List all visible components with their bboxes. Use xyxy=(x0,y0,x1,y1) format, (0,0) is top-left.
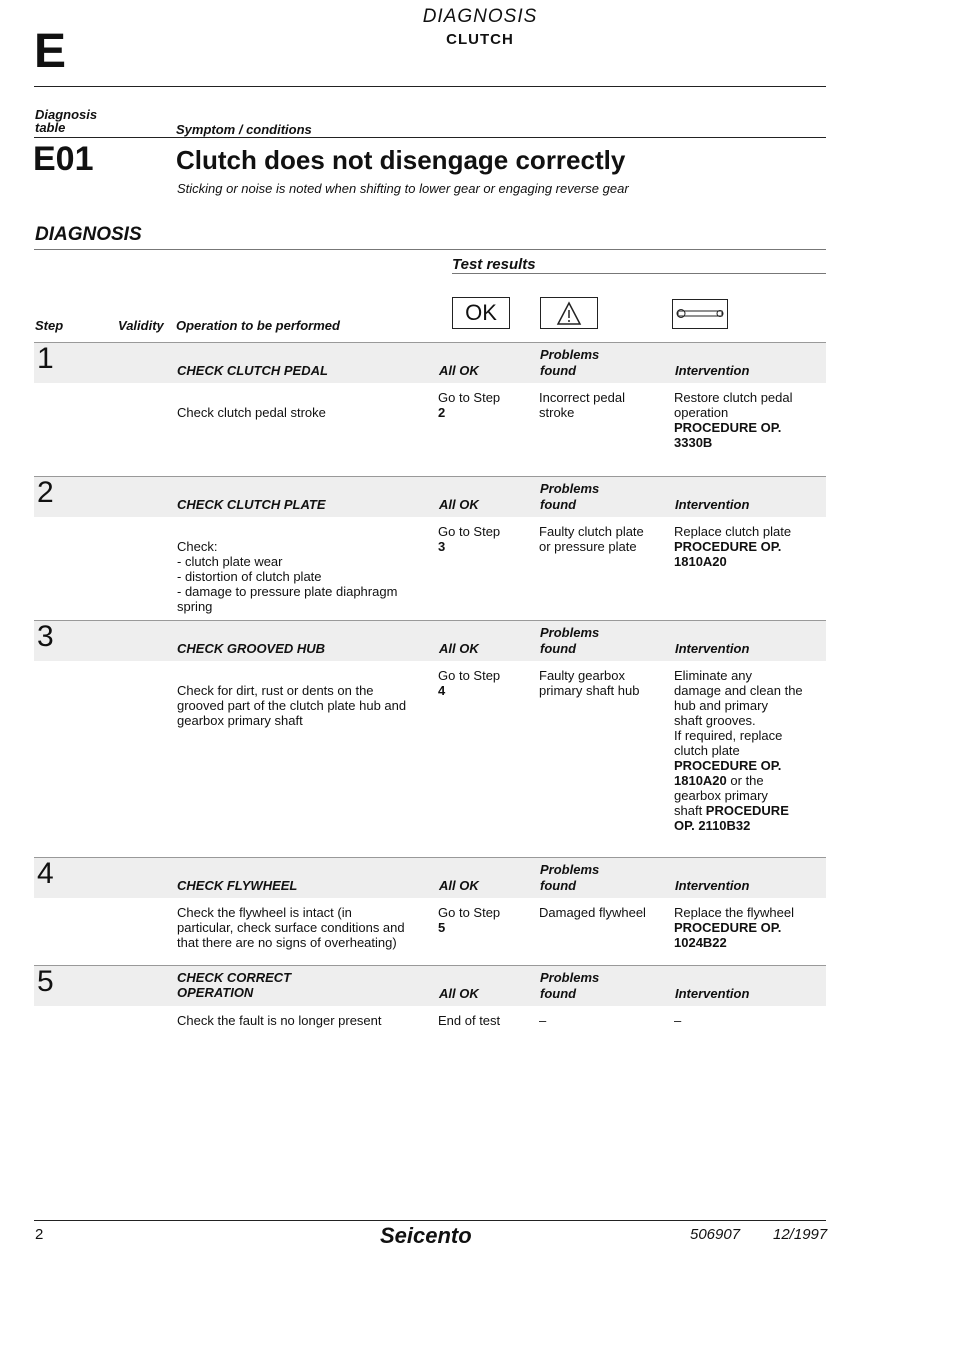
symptom-rule xyxy=(34,137,826,138)
intervention-line: operation xyxy=(674,405,729,420)
ok-step-number: 2 xyxy=(438,405,446,420)
intervention-label: Intervention xyxy=(675,497,750,512)
document-subtitle: CLUTCH xyxy=(446,31,514,48)
problems-label: Problems xyxy=(540,970,600,985)
intervention-line: clutch plate xyxy=(674,743,740,758)
problems-label: Problems xyxy=(540,347,600,362)
operation-line: particular, check surface conditions and xyxy=(177,920,405,935)
doc-number: 506907 xyxy=(690,1226,741,1243)
footer-rule xyxy=(34,1220,826,1221)
intervention-procedure: PROCEDURE xyxy=(705,803,789,818)
intervention-text: gearbox primary xyxy=(674,788,768,803)
operation-line: gearbox primary shaft xyxy=(177,713,303,728)
col-validity: Validity xyxy=(118,318,164,333)
found-label: found xyxy=(540,363,577,378)
problem-line: primary shaft hub xyxy=(539,683,640,698)
symptom-label: Symptom / conditions xyxy=(176,122,312,137)
operation-line: spring xyxy=(177,599,213,614)
found-label: found xyxy=(540,878,577,893)
intervention-line: damage and clean the xyxy=(674,683,803,698)
ok-step-number: 4 xyxy=(438,683,446,698)
all-ok-label: All OK xyxy=(439,641,479,656)
intervention-procedure: PROCEDURE OP. xyxy=(674,420,782,435)
test-results-rule xyxy=(452,273,826,274)
problem-line: or pressure plate xyxy=(539,539,637,554)
intervention-mixed-line xyxy=(674,773,824,788)
intervention-line: shaft grooves. xyxy=(674,713,756,728)
intervention-procedure: OP. 2110B32 xyxy=(674,818,751,833)
diagnosis-rule xyxy=(34,249,826,250)
intervention-line: Replace the flywheel xyxy=(674,905,794,920)
ok-icon xyxy=(452,297,510,329)
ok-action: End of test xyxy=(438,1013,501,1028)
found-label: found xyxy=(540,497,577,512)
col-operation: Operation to be performed xyxy=(176,318,340,333)
step-number: 4 xyxy=(37,857,54,890)
intervention-mixed-line xyxy=(674,788,824,803)
operation-line: Check for dirt, rust or dents on the xyxy=(177,683,374,698)
table-label: table xyxy=(35,120,66,135)
header-rule xyxy=(34,86,826,87)
warning-triangle-icon xyxy=(540,297,598,329)
wrench-icon xyxy=(672,299,728,329)
step-title: CHECK GROOVED HUB xyxy=(177,641,326,656)
problems-label: Problems xyxy=(540,481,600,496)
operation-line: Check clutch pedal stroke xyxy=(177,405,326,420)
operation-line: Check the flywheel is intact (in xyxy=(177,905,352,920)
problems-label: Problems xyxy=(540,862,600,877)
intervention-line: Eliminate any xyxy=(674,668,753,683)
test-results-label: Test results xyxy=(452,256,536,273)
intervention-procedure: 3330B xyxy=(674,435,713,450)
problems-label: Problems xyxy=(540,625,600,640)
ok-action: Go to Step xyxy=(438,668,501,683)
ok-step-number: 3 xyxy=(438,539,446,554)
step-title: CHECK CLUTCH PLATE xyxy=(177,497,326,512)
problem-line: Faulty clutch plate xyxy=(539,524,644,539)
all-ok-label: All OK xyxy=(439,363,479,378)
intervention-label: Intervention xyxy=(675,641,750,656)
intervention-label: Intervention xyxy=(675,363,750,378)
all-ok-label: All OK xyxy=(439,878,479,893)
intervention-procedure: 1810A20 xyxy=(674,773,727,788)
operation-line: - distortion of clutch plate xyxy=(177,569,322,584)
intervention-line: – xyxy=(674,1013,682,1028)
intervention-label: Intervention xyxy=(675,878,750,893)
operation-line: grooved part of the clutch plate hub and xyxy=(177,698,407,713)
operation-line: - clutch plate wear xyxy=(177,554,283,569)
problem-line: Damaged flywheel xyxy=(539,905,646,920)
all-ok-label: All OK xyxy=(439,497,479,512)
operation-line: that there are no signs of overheating) xyxy=(177,935,397,950)
section-letter: E xyxy=(34,25,67,78)
doc-date: 12/1997 xyxy=(773,1226,828,1243)
intervention-procedure: 1810A20 xyxy=(674,554,727,569)
operation-line: - damage to pressure plate diaphragm xyxy=(177,584,398,599)
step-title: CHECK CLUTCH PEDAL xyxy=(177,363,328,378)
diagnosis-heading: DIAGNOSIS xyxy=(35,224,142,245)
step-title: CHECK FLYWHEEL xyxy=(177,878,298,893)
problem-line: Incorrect pedal xyxy=(539,390,625,405)
intervention-mixed-line xyxy=(674,818,824,833)
problem-line: – xyxy=(539,1013,547,1028)
fault-description: Sticking or noise is noted when shifting to lower gear or engaging reverse gear xyxy=(177,181,629,196)
brand-logo: Seicento xyxy=(380,1223,472,1248)
ok-action: Go to Step xyxy=(438,905,501,920)
intervention-label: Intervention xyxy=(675,986,750,1001)
ok-action: Go to Step xyxy=(438,524,501,539)
intervention-procedure: PROCEDURE OP. xyxy=(674,920,782,935)
all-ok-label: All OK xyxy=(439,986,479,1001)
step-number: 2 xyxy=(37,476,54,509)
intervention-procedure: 1024B22 xyxy=(674,935,727,950)
ok-action: Go to Step xyxy=(438,390,501,405)
intervention-mixed-line xyxy=(674,803,824,818)
col-step: Step xyxy=(35,318,64,333)
intervention-procedure: PROCEDURE OP. xyxy=(674,758,782,773)
step-title: CHECK CORRECT xyxy=(177,970,292,985)
ok-step-number: 5 xyxy=(438,920,446,935)
problem-line: stroke xyxy=(539,405,575,420)
step-number: 5 xyxy=(37,965,54,998)
step-number: 1 xyxy=(37,342,54,375)
step-number: 3 xyxy=(37,620,54,653)
diagnosis-label: Diagnosis xyxy=(35,107,98,122)
fault-title: Clutch does not disengage correctly xyxy=(176,145,626,175)
found-label: found xyxy=(540,986,577,1001)
page-number: 2 xyxy=(35,1226,44,1243)
document-title: DIAGNOSIS xyxy=(422,6,538,27)
intervention-line: hub and primary xyxy=(674,698,768,713)
intervention-line: Replace clutch plate xyxy=(674,524,792,539)
step-title-line2: OPERATION xyxy=(177,985,254,1000)
operation-line: Check: xyxy=(177,539,218,554)
intervention-text: shaft xyxy=(674,803,706,818)
found-label: found xyxy=(540,641,577,656)
intervention-line: If required, replace xyxy=(674,728,783,743)
intervention-text: or the xyxy=(726,773,764,788)
intervention-procedure: PROCEDURE OP. xyxy=(674,539,782,554)
fault-code: E01 xyxy=(33,140,94,178)
problem-line: Faulty gearbox xyxy=(539,668,625,683)
operation-line: Check the fault is no longer present xyxy=(177,1013,382,1028)
ok-icon-label: OK xyxy=(465,300,497,325)
intervention-line: Restore clutch pedal xyxy=(674,390,793,405)
